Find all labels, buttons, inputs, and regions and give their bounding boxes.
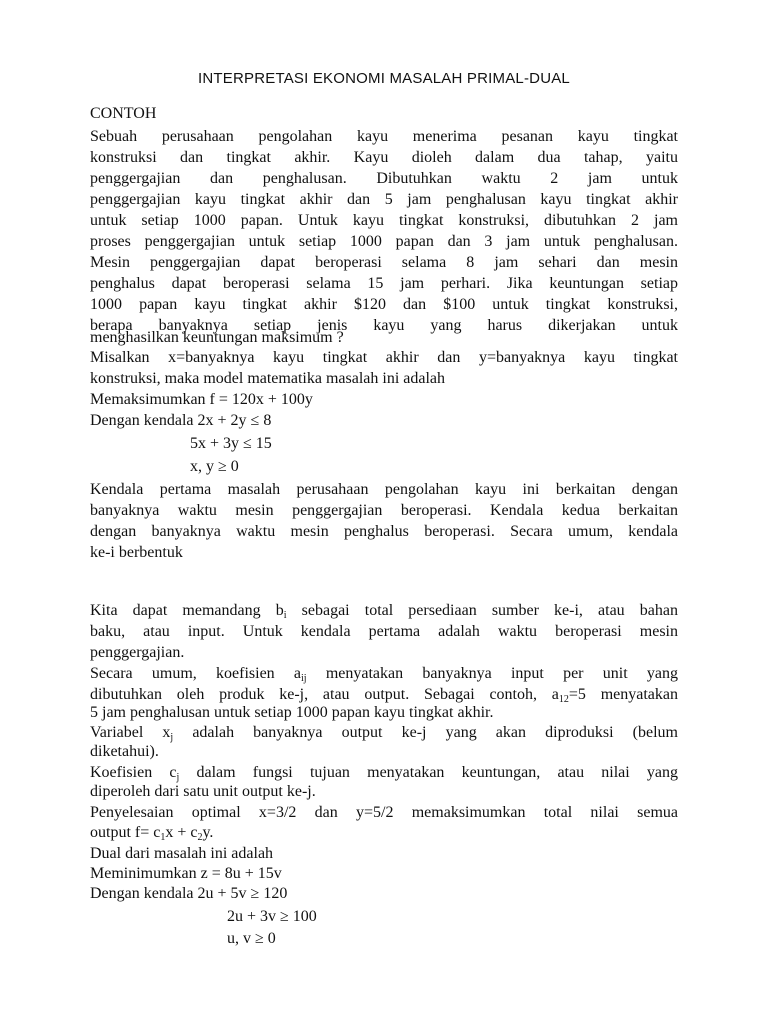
dual-constraint-2: 2u + 3v ≥ 100 [227, 908, 317, 925]
paragraph-line: konstruksi dan tingkat akhir. Kayu dioleh dalam dua tahap, yaitu [90, 149, 678, 166]
dual-constraint-1: Dengan kendala 2u + 5v ≥ 120 [90, 885, 288, 902]
paragraph-line: Koefisien $c_j$ dalam fungsi tujuan menyatakan keuntungan, atau nilai yang [90, 764, 678, 783]
paragraph-line: Penyelesaian optimal x=3/2 dan y=5/2 memaksimumkan total nilai semua [90, 804, 678, 821]
paragraph-line: Mesin penggergajian dapat beroperasi selama 8 jam sehari dan mesin [90, 254, 678, 271]
paragraph-line: 5 jam penghalusan untuk setiap 1000 papan kayu tingkat akhir. [90, 704, 494, 721]
paragraph-line: diketahui). [90, 743, 159, 760]
paragraph-line: banyaknya waktu mesin penggergajian beroperasi. Kendala kedua berkaitan [90, 502, 678, 519]
paragraph-line: output $f= c_1x + c_2y$. [90, 824, 214, 843]
primal-nonnegativity: x, y ≥ 0 [190, 458, 239, 475]
primal-objective: Memaksimumkan f = 120x + 100y [90, 391, 313, 408]
paragraph-line: dengan banyaknya waktu mesin penghalus beroperasi. Secara umum, kendala [90, 523, 678, 540]
paragraph-line: Secara umum, koefisien $a_{ij}$ menyatakan banyaknya input per unit yang [90, 665, 678, 684]
paragraph-line: Variabel $x_j$ adalah banyaknya output ke-j yang akan diproduksi (belum [90, 724, 678, 743]
paragraph-line: konstruksi, maka model matematika masalah ini adalah [90, 370, 446, 387]
primal-constraint-2: 5x + 3y ≤ 15 [190, 435, 272, 452]
paragraph-line: penggergajian dan penghalusan. Dibutuhkan waktu 2 jam untuk [90, 170, 678, 187]
paragraph-line: baku, atau input. Untuk kendala pertama adalah waktu beroperasi mesin [90, 623, 678, 640]
dual-nonnegativity: u, v ≥ 0 [227, 930, 276, 947]
document-title: INTERPRETASI EKONOMI MASALAH PRIMAL-DUAL [198, 70, 570, 87]
paragraph-line: penghalus dapat beroperasi selama 15 jam perhari. Jika keuntungan setiap [90, 275, 678, 292]
paragraph-line: Kendala pertama masalah perusahaan pengolahan kayu ini berkaitan dengan [90, 481, 678, 498]
paragraph-line: penggergajian kayu tingkat akhir dan 5 jam penghalusan kayu tingkat akhir [90, 191, 678, 208]
section-heading: CONTOH [90, 105, 157, 122]
paragraph-line: proses penggergajian untuk setiap 1000 papan dan 3 jam untuk penghalusan. [90, 233, 678, 250]
paragraph-line: ke-i berbentuk [90, 544, 183, 561]
paragraph-line: Misalkan x=banyaknya kayu tingkat akhir dan y=banyaknya kayu tingkat [90, 349, 678, 366]
paragraph-line: Kita dapat memandang $b_i$ sebagai total persediaan sumber ke-i, atau bahan [90, 602, 678, 621]
paragraph-line: berapa banyaknya setiap jenis kayu yang harus dikerjakan untuk [90, 317, 678, 334]
primal-constraint-1: Dengan kendala 2x + 2y ≤ 8 [90, 412, 272, 429]
paragraph-line: Sebuah perusahaan pengolahan kayu menerima pesanan kayu tingkat [90, 128, 678, 145]
dual-objective: Meminimumkan z = 8u + 15v [90, 865, 282, 882]
paragraph-line: penggergajian. [90, 644, 185, 661]
paragraph-line: untuk setiap 1000 papan. Untuk kayu tingkat konstruksi, dibutuhkan 2 jam [90, 212, 678, 229]
paragraph-line: diperoleh dari satu unit output ke-j. [90, 783, 316, 800]
paragraph-line: dibutuhkan oleh produk ke-j, atau output. Sebagai contoh, $a_{12}=5$ menyatakan [90, 686, 678, 705]
dual-intro: Dual dari masalah ini adalah [90, 845, 274, 862]
paragraph-line: menghasilkan keuntungan maksimum ? [90, 329, 344, 346]
paragraph-line: 1000 papan kayu tingkat akhir $120 dan $100 untuk tingkat konstruksi, [90, 296, 678, 313]
